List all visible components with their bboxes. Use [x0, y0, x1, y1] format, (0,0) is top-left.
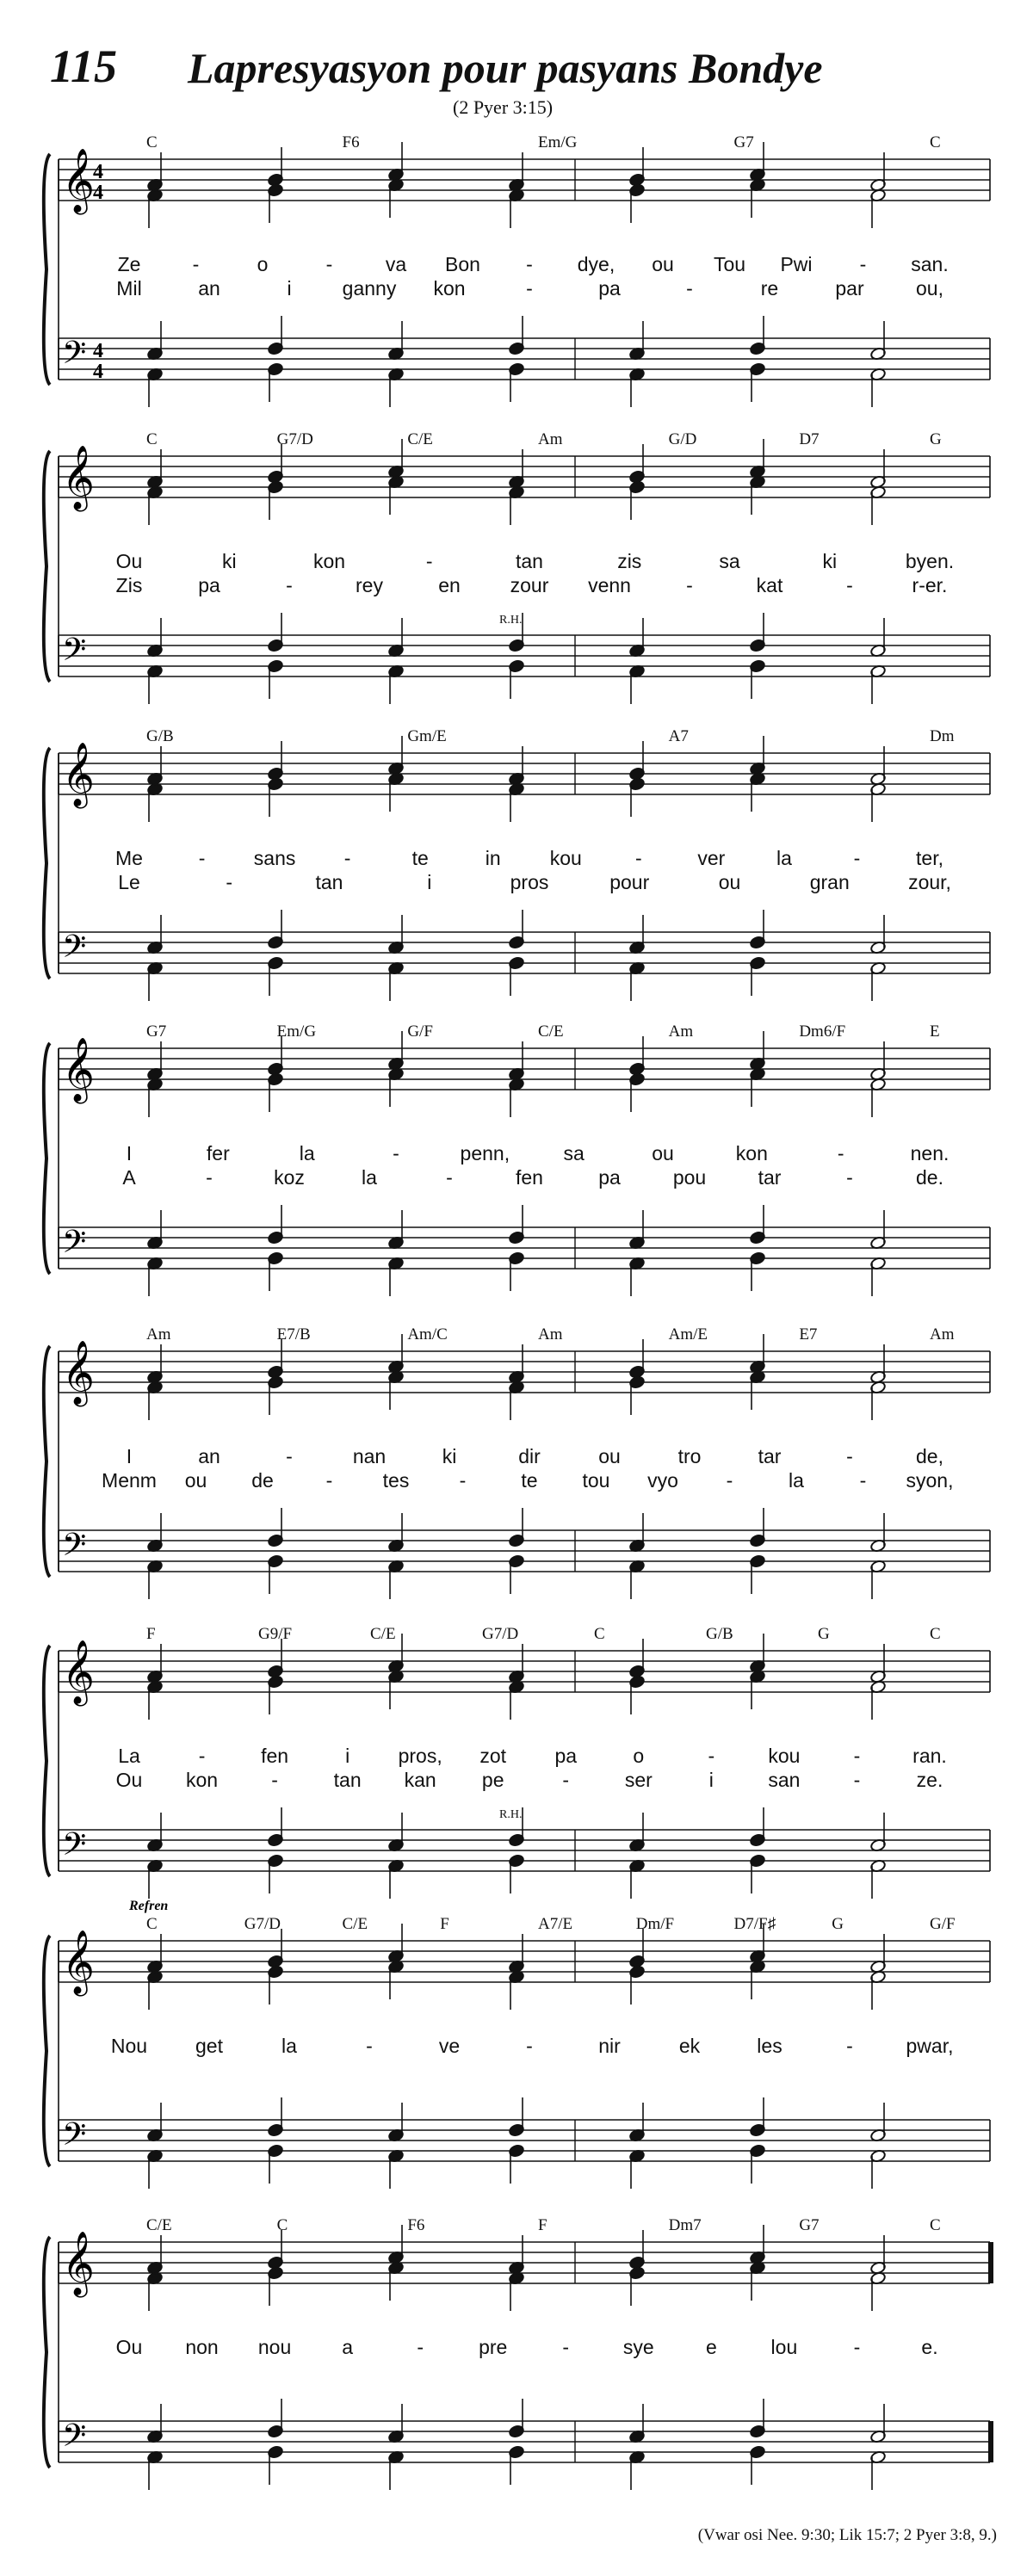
lyric-syllable: e	[705, 2336, 717, 2358]
chord-symbol: Am/C	[407, 1325, 448, 1344]
lyric-syllable: i	[708, 1769, 714, 1791]
lyric-syllable: -	[853, 1769, 861, 1791]
system-brace	[44, 154, 50, 385]
lyric-syllable: -	[343, 847, 351, 869]
bass-clef-icon: 𝄢	[62, 335, 87, 379]
lyric-syllable: pre	[479, 2336, 508, 2358]
lyric-syllable: tan	[516, 550, 543, 572]
chord-symbol: F	[538, 2216, 547, 2234]
chord-symbol: C	[276, 2216, 288, 2234]
lyric-syllable: san	[768, 1769, 801, 1791]
scripture-reference: (2 Pyer 3:15)	[453, 96, 554, 118]
chord-symbol: D7/F♯	[733, 1915, 776, 1933]
lyric-syllable: -	[271, 1769, 278, 1791]
chord-symbol: C	[930, 133, 941, 151]
lyric-syllable: Zis	[115, 574, 143, 596]
chord-symbol: F6	[407, 2216, 425, 2234]
lyric-syllable: -	[846, 1166, 853, 1189]
treble-clef-icon: 𝄞	[62, 743, 95, 806]
chord-symbol: Dm7	[668, 2216, 702, 2234]
lyric-syllable: re	[760, 277, 779, 300]
score-system	[0, 1899, 1033, 2190]
lyric-syllable: -	[446, 1166, 453, 1189]
bass-clef-icon: 𝄢	[62, 1224, 87, 1268]
lyric-syllable: syon,	[906, 1469, 954, 1492]
lyric-syllable: kon	[433, 277, 466, 300]
chord-symbol: Gm/E	[407, 727, 447, 745]
lyric-syllable: La	[118, 1745, 140, 1767]
lyric-syllable: en	[438, 574, 461, 596]
system-brace	[44, 451, 50, 682]
lyric-syllable: Le	[118, 871, 140, 893]
lyric-syllable: Bon	[445, 253, 480, 275]
system-brace	[44, 1936, 50, 2166]
chord-symbol: G9/F	[258, 1625, 293, 1643]
chord-symbol: A7/E	[538, 1915, 573, 1933]
lyric-syllable: pa	[554, 1745, 578, 1767]
lyric-syllable: -	[425, 550, 433, 572]
final-barline	[988, 2421, 993, 2462]
lyric-syllable: a	[342, 2336, 354, 2358]
lyric-syllable: les	[757, 2035, 782, 2057]
lyric-syllable: kon	[312, 550, 346, 572]
lyric-syllable: lou	[770, 2336, 798, 2358]
chord-symbol: Dm/F	[635, 1915, 675, 1933]
treble-clef-icon: 𝄞	[62, 446, 95, 510]
music-system	[0, 1616, 1033, 1900]
hymn-number: 115	[50, 40, 118, 92]
lyric-syllable: penn,	[460, 1142, 510, 1164]
lyric-syllable: o	[257, 253, 269, 275]
hymn-title: Lapresyasyon pour pasyans Bondye	[188, 44, 823, 92]
lyric-syllable: ou	[652, 1142, 674, 1164]
treble-clef-icon: 𝄞	[62, 1930, 95, 1994]
lyric-syllable: i	[427, 871, 432, 893]
chord-symbol: C/E	[146, 2216, 172, 2234]
chord-symbol: G7/D	[482, 1625, 519, 1643]
lyric-syllable: de,	[916, 1445, 943, 1467]
lyric-syllable: ek	[678, 2035, 701, 2057]
lyric-syllable: sa	[563, 1142, 585, 1164]
time-signature-bottom: 4	[93, 361, 103, 383]
lyric-syllable: fen	[261, 1745, 289, 1767]
score-system	[0, 1317, 1033, 1601]
music-system	[0, 719, 1033, 1003]
lyric-syllable: -	[853, 2336, 861, 2358]
score-system	[0, 719, 1033, 1003]
lyric-syllable: te	[521, 1469, 538, 1492]
lyric-syllable: ou	[718, 871, 741, 893]
lyric-syllable: Mil	[116, 277, 142, 300]
chord-symbol: G	[930, 430, 942, 448]
chord-symbol: C	[146, 133, 158, 151]
lyric-syllable: ou	[598, 1445, 621, 1467]
lyric-syllable: Ou	[115, 1769, 143, 1791]
chord-symbol: G	[818, 1625, 830, 1643]
lyric-syllable: Nou	[110, 2035, 148, 2057]
lyric-syllable: pa	[598, 1166, 621, 1189]
lyric-syllable: pour	[609, 871, 650, 893]
lyric-syllable: tes	[382, 1469, 410, 1492]
lyric-syllable: nou	[257, 2336, 292, 2358]
lyric-syllable: koz	[274, 1166, 305, 1189]
chord-symbol: G/D	[668, 430, 697, 448]
lyric-syllable: ter,	[916, 847, 943, 869]
chord-symbol: C	[146, 430, 158, 448]
lyric-syllable: kat	[756, 574, 783, 596]
chord-symbol: C/E	[342, 1915, 368, 1933]
lyric-syllable: kou	[768, 1745, 801, 1767]
system-brace	[44, 2237, 50, 2468]
bass-clef-icon: 𝄢	[62, 2418, 87, 2462]
lyric-syllable: zour	[510, 574, 549, 596]
lyric-syllable: -	[846, 2035, 853, 2057]
lyric-syllable: pwar,	[906, 2035, 954, 2057]
lyric-syllable: ve	[438, 2035, 461, 2057]
treble-clef-icon: 𝄞	[62, 1341, 95, 1405]
chord-symbol: G/B	[706, 1625, 733, 1643]
lyric-syllable: pa	[598, 277, 621, 300]
chord-symbol: Dm6/F	[799, 1022, 846, 1041]
lyric-syllable: i	[287, 277, 292, 300]
lyric-syllable: -	[686, 277, 693, 300]
lyric-syllable: nan	[352, 1445, 387, 1467]
lyric-syllable: Pwi	[780, 253, 813, 275]
lyric-syllable: ki	[822, 550, 838, 572]
chord-symbol: C/E	[407, 430, 433, 448]
lyric-syllable: -	[198, 847, 206, 869]
lyric-syllable: -	[325, 1469, 333, 1492]
lyric-syllable: -	[562, 2336, 570, 2358]
lyric-syllable: la	[776, 847, 792, 869]
lyric-syllable: gran	[809, 871, 850, 893]
system-brace	[44, 1043, 50, 1274]
lyric-syllable: get	[195, 2035, 223, 2057]
treble-clef-icon: 𝄞	[62, 2232, 95, 2295]
lyric-syllable: -	[859, 1469, 867, 1492]
lyric-syllable: Tou	[713, 253, 746, 275]
lyric-syllable: rey	[356, 574, 383, 596]
lyric-syllable: ran.	[912, 1745, 947, 1767]
lyric-syllable: ou	[652, 253, 674, 275]
lyric-syllable: ki	[442, 1445, 457, 1467]
lyric-syllable: -	[837, 1142, 844, 1164]
lyric-syllable: de.	[916, 1166, 943, 1189]
lyric-syllable: -	[686, 574, 693, 596]
lyric-syllable: ser	[624, 1769, 653, 1791]
lyric-syllable: zot	[479, 1745, 507, 1767]
chord-symbol: Am/E	[668, 1325, 708, 1344]
lyric-syllable: -	[206, 1166, 213, 1189]
music-system	[0, 1317, 1033, 1601]
lyric-syllable: -	[526, 2035, 533, 2057]
chord-symbol: Am	[930, 1325, 955, 1344]
lyric-syllable: nir	[598, 2035, 621, 2057]
chord-symbol: F	[146, 1625, 156, 1643]
time-signature-top: 4	[93, 161, 103, 183]
chord-symbol: Am	[538, 1325, 563, 1344]
lyric-syllable: dye,	[577, 253, 615, 275]
chord-symbol: D7	[799, 430, 820, 448]
lyric-syllable: -	[459, 1469, 467, 1492]
lyric-syllable: pou	[672, 1166, 707, 1189]
chord-symbol: C/E	[538, 1022, 564, 1041]
lyric-syllable: ze.	[916, 1769, 943, 1791]
lyric-syllable: ou,	[916, 277, 943, 300]
chord-symbol: G7	[733, 133, 754, 151]
chord-symbol: E7/B	[276, 1325, 311, 1344]
time-signature-top: 4	[93, 340, 103, 362]
chord-symbol: C/E	[370, 1625, 396, 1643]
chord-symbol: Dm	[930, 727, 955, 745]
lyric-syllable: -	[853, 847, 861, 869]
chord-symbol: E7	[799, 1325, 818, 1344]
lyric-syllable: -	[853, 1745, 861, 1767]
score-system	[0, 2208, 1033, 2492]
refrain-label: Refren	[129, 1899, 169, 1913]
lyric-syllable: -	[526, 253, 533, 275]
lyric-syllable: zour,	[908, 871, 951, 893]
chord-symbol: G	[832, 1915, 844, 1933]
lyric-syllable: -	[366, 2035, 373, 2057]
lyric-syllable: -	[393, 1142, 399, 1164]
score-system	[0, 422, 1033, 706]
lyric-syllable: kan	[404, 1769, 436, 1791]
lyric-syllable: vyo	[647, 1469, 678, 1492]
lyric-syllable: tro	[677, 1445, 702, 1467]
lyric-syllable: sans	[253, 847, 296, 869]
lyric-syllable: -	[859, 253, 867, 275]
music-system	[0, 1899, 1033, 2190]
lyric-syllable: non	[185, 2336, 219, 2358]
chord-symbol: G7	[146, 1022, 167, 1041]
lyric-syllable: ganny	[342, 277, 397, 300]
lyric-syllable: o	[633, 1745, 645, 1767]
right-hand-mark: R.H.	[499, 1808, 523, 1821]
lyric-syllable: te	[411, 847, 429, 869]
lyric-syllable: pros,	[398, 1745, 442, 1767]
system-brace	[44, 1646, 50, 1876]
lyric-syllable: -	[286, 574, 293, 596]
lyric-syllable: r-er.	[912, 574, 948, 596]
chord-symbol: Am	[538, 430, 563, 448]
lyric-syllable: -	[417, 2336, 424, 2358]
treble-clef-icon: 𝄞	[62, 1038, 95, 1102]
lyric-syllable: va	[385, 253, 407, 275]
chord-symbol: F6	[342, 133, 360, 151]
lyric-syllable: Ou	[115, 2336, 143, 2358]
chord-symbol: G/B	[146, 727, 174, 745]
chord-symbol: G/F	[407, 1022, 433, 1041]
lyric-syllable: I	[126, 1445, 133, 1467]
system-brace	[44, 1346, 50, 1577]
lyric-syllable: ver	[697, 847, 726, 869]
lyric-syllable: ki	[221, 550, 237, 572]
footer-references: (Vwar osi Nee. 9:30; Lik 15:7; 2 Pyer 3:8, 9.)	[697, 2526, 997, 2544]
music-system	[0, 1014, 1033, 1298]
bass-clef-icon: 𝄢	[62, 1826, 87, 1870]
lyric-syllable: i	[345, 1745, 350, 1767]
lyric-syllable: fen	[516, 1166, 543, 1189]
chord-symbol: G7/D	[244, 1915, 281, 1933]
lyric-syllable: -	[325, 253, 333, 275]
lyric-syllable: tar	[758, 1166, 782, 1189]
lyric-syllable: Me	[115, 847, 143, 869]
hymn-header	[0, 34, 1033, 129]
chord-symbol: C	[146, 1915, 158, 1933]
treble-clef-icon: 𝄞	[62, 149, 95, 213]
lyric-syllable: Menm	[102, 1469, 157, 1492]
lyric-syllable: kou	[549, 847, 582, 869]
lyric-syllable: an	[198, 1445, 220, 1467]
lyric-syllable: I	[126, 1142, 133, 1164]
chord-symbol: G7/D	[276, 430, 313, 448]
music-system	[0, 2208, 1033, 2492]
chord-symbol: Em/G	[276, 1022, 317, 1041]
lyric-syllable: -	[526, 277, 533, 300]
lyric-syllable: sa	[719, 550, 740, 572]
lyric-syllable: A	[122, 1166, 136, 1189]
bass-clef-icon: 𝄢	[62, 2116, 87, 2160]
lyric-syllable: tou	[582, 1469, 610, 1492]
lyric-syllable: sye	[622, 2336, 654, 2358]
chord-symbol: C	[930, 2216, 941, 2234]
chord-symbol: E	[930, 1022, 940, 1041]
lyric-syllable: nen.	[910, 1142, 949, 1164]
lyric-syllable: Ou	[115, 550, 143, 572]
chord-symbol: C	[594, 1625, 605, 1643]
lyric-syllable: la	[362, 1166, 377, 1189]
lyric-syllable: fer	[206, 1142, 230, 1164]
lyric-syllable: byen.	[905, 550, 955, 572]
lyric-syllable: pros	[510, 871, 549, 893]
system-brace	[44, 748, 50, 979]
treble-clef-icon: 𝄞	[62, 1640, 95, 1704]
lyric-syllable: -	[846, 574, 853, 596]
chord-symbol: Em/G	[538, 133, 578, 151]
bass-clef-icon: 𝄢	[62, 632, 87, 676]
lyric-syllable: de	[251, 1469, 274, 1492]
lyric-syllable: pe	[481, 1769, 504, 1791]
score-system	[0, 1616, 1033, 1900]
lyric-syllable: tan	[333, 1769, 362, 1791]
chord-symbol: C	[930, 1625, 941, 1643]
lyric-syllable: e.	[921, 2336, 938, 2358]
bass-clef-icon: 𝄢	[62, 929, 87, 973]
lyric-syllable: venn	[588, 574, 631, 596]
chord-symbol: G/F	[930, 1915, 956, 1933]
lyric-syllable: -	[634, 847, 642, 869]
lyric-syllable: ou	[184, 1469, 207, 1492]
lyric-syllable: -	[562, 1769, 570, 1791]
lyric-syllable: -	[708, 1745, 715, 1767]
lyric-syllable: -	[726, 1469, 733, 1492]
music-system	[0, 422, 1033, 706]
lyric-syllable: in	[485, 847, 501, 869]
chord-symbol: Am	[146, 1325, 171, 1344]
lyric-syllable: tar	[758, 1445, 782, 1467]
lyric-syllable: kon	[185, 1769, 219, 1791]
lyric-syllable: par	[835, 277, 864, 300]
chord-symbol: A7	[668, 727, 689, 745]
lyric-syllable: pa	[198, 574, 220, 596]
time-signature-bottom: 4	[93, 182, 103, 204]
chord-symbol: G7	[799, 2216, 820, 2234]
music-system	[0, 125, 1033, 409]
lyric-syllable: san.	[911, 253, 949, 275]
lyric-syllable: la	[299, 1142, 315, 1164]
final-barline	[988, 2242, 993, 2283]
lyric-syllable: -	[286, 1445, 293, 1467]
right-hand-mark: R.H.	[499, 614, 523, 627]
chord-symbol: Am	[668, 1022, 694, 1041]
lyric-syllable: tan	[315, 871, 343, 893]
score-system	[0, 125, 1033, 409]
lyric-syllable: -	[198, 1745, 206, 1767]
lyric-syllable: -	[226, 871, 233, 893]
lyric-syllable: kon	[735, 1142, 768, 1164]
score-system	[0, 1014, 1033, 1298]
lyric-syllable: -	[846, 1445, 853, 1467]
lyric-syllable: dir	[518, 1445, 541, 1467]
chord-symbol: F	[440, 1915, 449, 1933]
lyric-syllable: Ze	[117, 253, 141, 275]
lyric-syllable: la	[789, 1469, 804, 1492]
bass-clef-icon: 𝄢	[62, 1527, 87, 1571]
lyric-syllable: zis	[617, 550, 642, 572]
lyric-syllable: la	[281, 2035, 297, 2057]
lyric-syllable: -	[192, 253, 200, 275]
lyric-syllable: an	[198, 277, 220, 300]
